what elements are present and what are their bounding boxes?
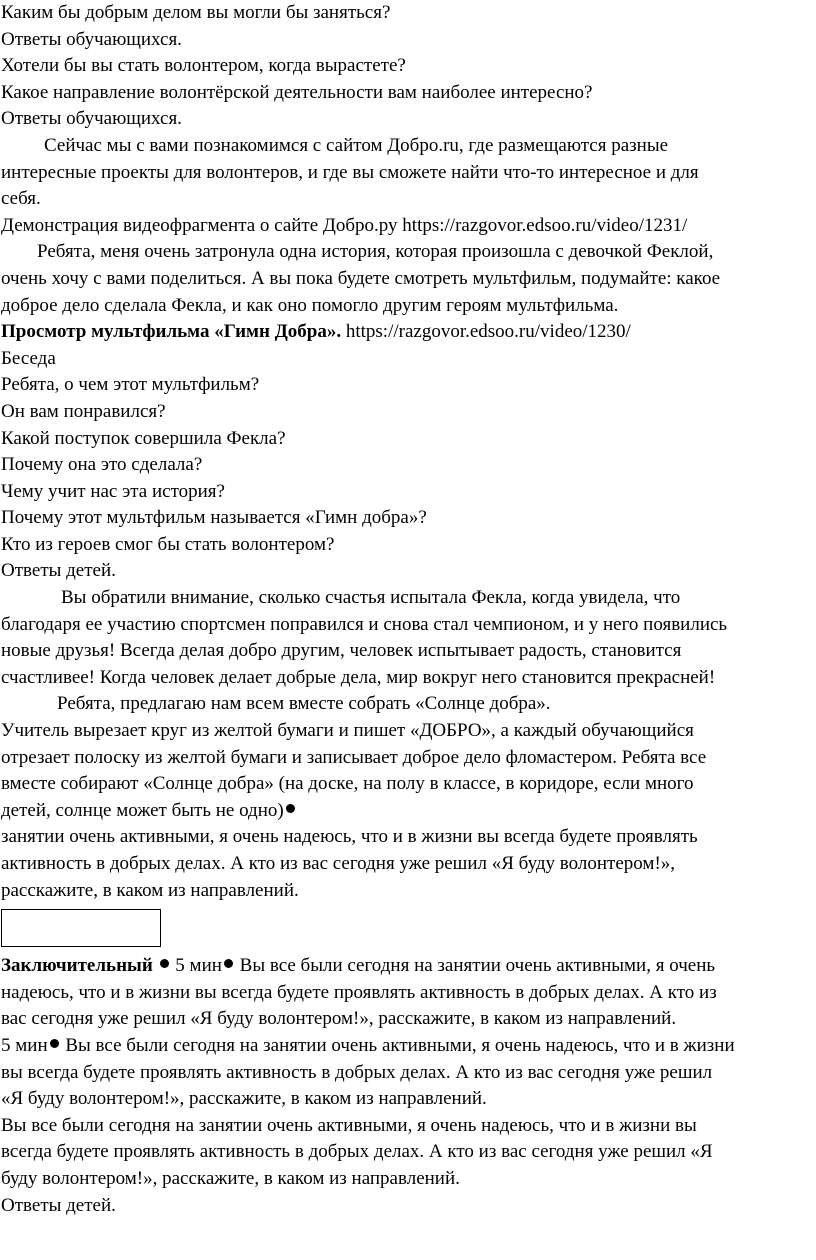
- cartoon-link: https://razgovor.edsoo.ru/video/1230/: [341, 321, 631, 343]
- sun-proposal-line: Ребята, предлагаю нам всем вместе собрать «Солнце добра».: [57, 693, 551, 715]
- paragraph-active: занятии очень активными, я очень надеюсь, что и в жизни вы всегда будете проявлять активность в добрых делах. А кто из вас сегодня уже решил «Я буду волонтером!», расскажите, в каком из направлений.: [1, 826, 698, 901]
- paragraph-final-repeat-2: Вы все были сегодня на занятии очень активными, я очень надеюсь, что и в жизни вы всегда будете проявлять активность в добрых делах. А кто из вас сегодня уже решил «Я буду волонтером!», расскажите, в каком из направлений.: [1, 1114, 713, 1189]
- question-line: Чему учит нас эта история?: [1, 480, 225, 502]
- bullet-icon: [286, 804, 295, 813]
- question-line: Хотели бы вы стать волонтером, когда вырастете?: [1, 55, 406, 77]
- paragraph-happiness: Вы обратили внимание, сколько счастья испытала Фекла, когда увидела, что благодаря ее участию спортсмен поправился и снова стал чемпионом, и у него появились новые друзья! Всегда делая добро другим, человек испытывает радость, становится счастливее! Когда человек делает добрые дела, мир вокруг него становится прекрасней!: [1, 587, 728, 688]
- question-line: Он вам понравился?: [1, 400, 166, 422]
- paragraph-final-stage: Заключительный 5 мин Вы все были сегодня на занятии очень активными, я очень надеюсь, что и в жизни вы всегда будете проявлять активность в добрых делах. А кто из вас сегодня уже решил «Я буду волонтером!», расскажите, в каком из направлений.: [1, 955, 717, 1030]
- paragraph-dobro-site: Сейчас мы с вами познакомимся с сайтом Добро.ru, где размещаются разные интересные проекты для волонтеров, и где вы сможете найти что-то интересное и для себя.: [1, 134, 699, 210]
- question-line: Почему этот мультфильм называется «Гимн добра»?: [1, 507, 427, 529]
- paragraph-final-repeat: 5 мин Вы все были сегодня на занятии очень активными, я очень надеюсь, что и в жизни вы всегда будете проявлять активность в добрых делах. А кто из вас сегодня уже решил «Я буду волонтером!», расскажите, в каком из направлений.: [1, 1034, 735, 1110]
- answer-line: Ответы обучающихся.: [1, 28, 182, 50]
- cartoon-watch-line: [1, 319, 811, 346]
- answer-line: Ответы обучающихся.: [1, 108, 182, 130]
- duration-label: 5 мин: [1, 1034, 48, 1056]
- question-line: Кто из героев смог бы стать волонтером?: [1, 533, 335, 555]
- question-line: Какой поступок совершила Фекла?: [1, 427, 286, 449]
- bullet-icon: [50, 1039, 59, 1048]
- video-demo-line: Демонстрация видеофрагмента о сайте Добро.ру https://razgovor.edsoo.ru/video/1231/: [1, 214, 688, 236]
- final-stage-label: Заключительный: [1, 955, 153, 977]
- question-line: Ребята, о чем этот мультфильм?: [1, 374, 260, 396]
- cartoon-title: Просмотр мультфильма «Гимн Добра».: [1, 321, 342, 343]
- bullet-icon: [224, 959, 233, 968]
- paragraph-sun-activity: Учитель вырезает круг из желтой бумаги и пишет «ДОБРО», а каждый обучающийся отрезает полоску из желтой бумаги и записывает доброе дело фломастером. Ребята все вместе собирают «Солнце добра» (на доске, на полу в классе, в коридоре, если много детей, солнце может быть не одно): [1, 720, 707, 821]
- paragraph-fekla-story: Ребята, меня очень затронула одна история, которая произошла с девочкой Феклой, очень хочу с вами поделиться. А вы пока будете смотреть мультфильм, подумайте: какое доброе дело сделала Фекла, и как оно помогло другим героям мультфильма.: [1, 241, 721, 316]
- question-line: Почему она это сделала?: [1, 454, 203, 476]
- bullet-icon: [160, 959, 169, 968]
- answer-line: Ответы детей.: [1, 560, 116, 582]
- answer-line: Ответы детей.: [1, 1194, 116, 1216]
- empty-table-cell: [1, 909, 161, 947]
- duration-label: 5 мин: [170, 955, 222, 977]
- question-line: Какое направление волонтёрской деятельности вам наиболее интересно?: [1, 81, 593, 103]
- question-line: Каким бы добрым делом вы могли бы заняться?: [1, 2, 391, 23]
- section-label: Беседа: [1, 347, 56, 369]
